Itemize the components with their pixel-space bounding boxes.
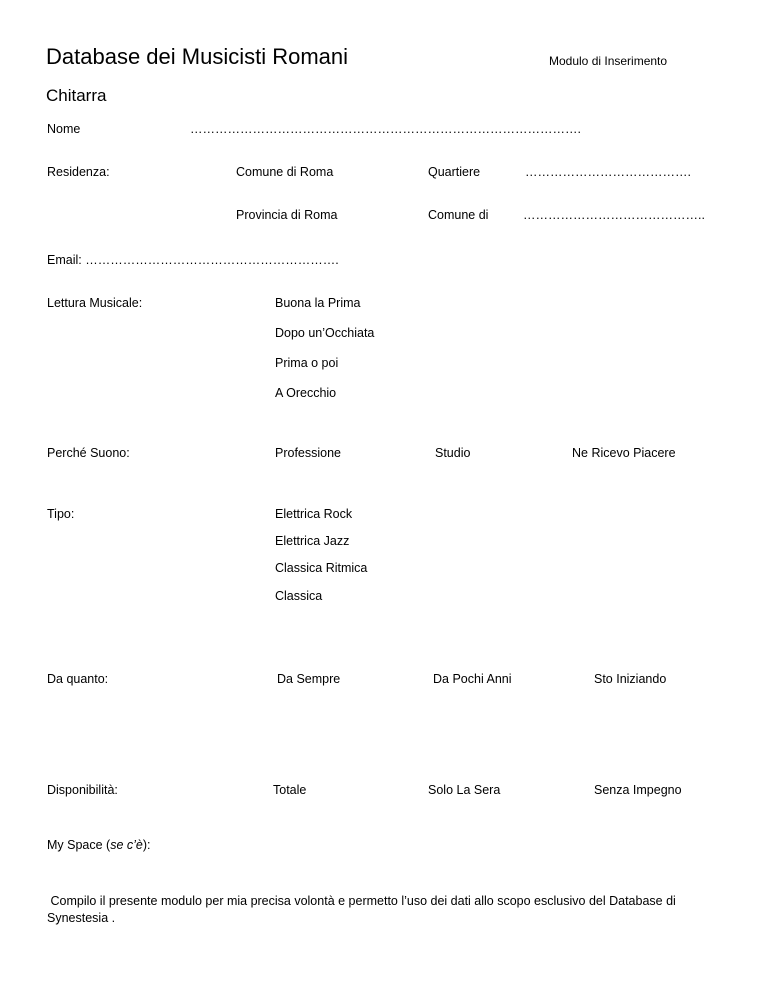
- lettura-label: Lettura Musicale:: [47, 296, 143, 310]
- da-quanto-option[interactable]: Sto Iniziando: [594, 672, 667, 686]
- lettura-option[interactable]: Buona la Prima: [275, 296, 361, 310]
- tipo-label: Tipo:: [47, 507, 75, 521]
- disponibilita-option[interactable]: Senza Impegno: [594, 783, 682, 797]
- perche-option[interactable]: Ne Ricevo Piacere: [572, 446, 676, 460]
- comune-di-blank[interactable]: ……………………………………..: [523, 208, 705, 222]
- lettura-option[interactable]: Prima o poi: [275, 356, 339, 370]
- consent-text: Compilo il presente modulo per mia precisa volontà e permetto l’uso dei dati allo scopo esclusivo del Database di Synestesia .: [47, 894, 676, 925]
- instrument-title: Chitarra: [46, 86, 107, 105]
- myspace-label-text: My Space (: [47, 838, 111, 852]
- tipo-option[interactable]: Elettrica Jazz: [275, 534, 350, 548]
- da-quanto-option[interactable]: Da Pochi Anni: [433, 672, 512, 686]
- form-label: Modulo di Inserimento: [549, 54, 668, 68]
- myspace-suffix: ):: [142, 838, 151, 852]
- nome-blank[interactable]: ………………………………………………………………………………….: [190, 122, 581, 136]
- nome-label: Nome: [47, 122, 81, 136]
- disponibilita-option[interactable]: Totale: [273, 783, 307, 797]
- perche-label: Perché Suono:: [47, 446, 130, 460]
- comune-di-label: Comune di: [428, 208, 489, 222]
- da-quanto-label: Da quanto:: [47, 672, 109, 686]
- myspace-note: se c’è: [110, 838, 143, 852]
- email-field[interactable]: Email: …………………………………………………….: [47, 253, 339, 267]
- disponibilita-option[interactable]: Solo La Sera: [428, 783, 501, 797]
- myspace-label: [47, 838, 151, 853]
- residenza-option-comune[interactable]: Comune di Roma: [236, 165, 334, 179]
- tipo-option[interactable]: Elettrica Rock: [275, 507, 353, 521]
- residenza-option-provincia[interactable]: Provincia di Roma: [236, 208, 338, 222]
- perche-option[interactable]: Professione: [275, 446, 342, 460]
- page-title: Database dei Musicisti Romani: [46, 44, 349, 69]
- lettura-option[interactable]: Dopo un’Occhiata: [275, 326, 375, 340]
- disponibilita-label: Disponibilità:: [47, 783, 118, 797]
- residenza-label: Residenza:: [47, 165, 110, 179]
- quartiere-blank[interactable]: ………………………………….: [525, 165, 691, 179]
- tipo-option[interactable]: Classica Ritmica: [275, 561, 368, 575]
- lettura-option[interactable]: A Orecchio: [275, 386, 337, 400]
- perche-option[interactable]: Studio: [435, 446, 471, 460]
- tipo-option[interactable]: Classica: [275, 589, 323, 603]
- quartiere-label: Quartiere: [428, 165, 481, 179]
- da-quanto-option[interactable]: Da Sempre: [277, 672, 341, 686]
